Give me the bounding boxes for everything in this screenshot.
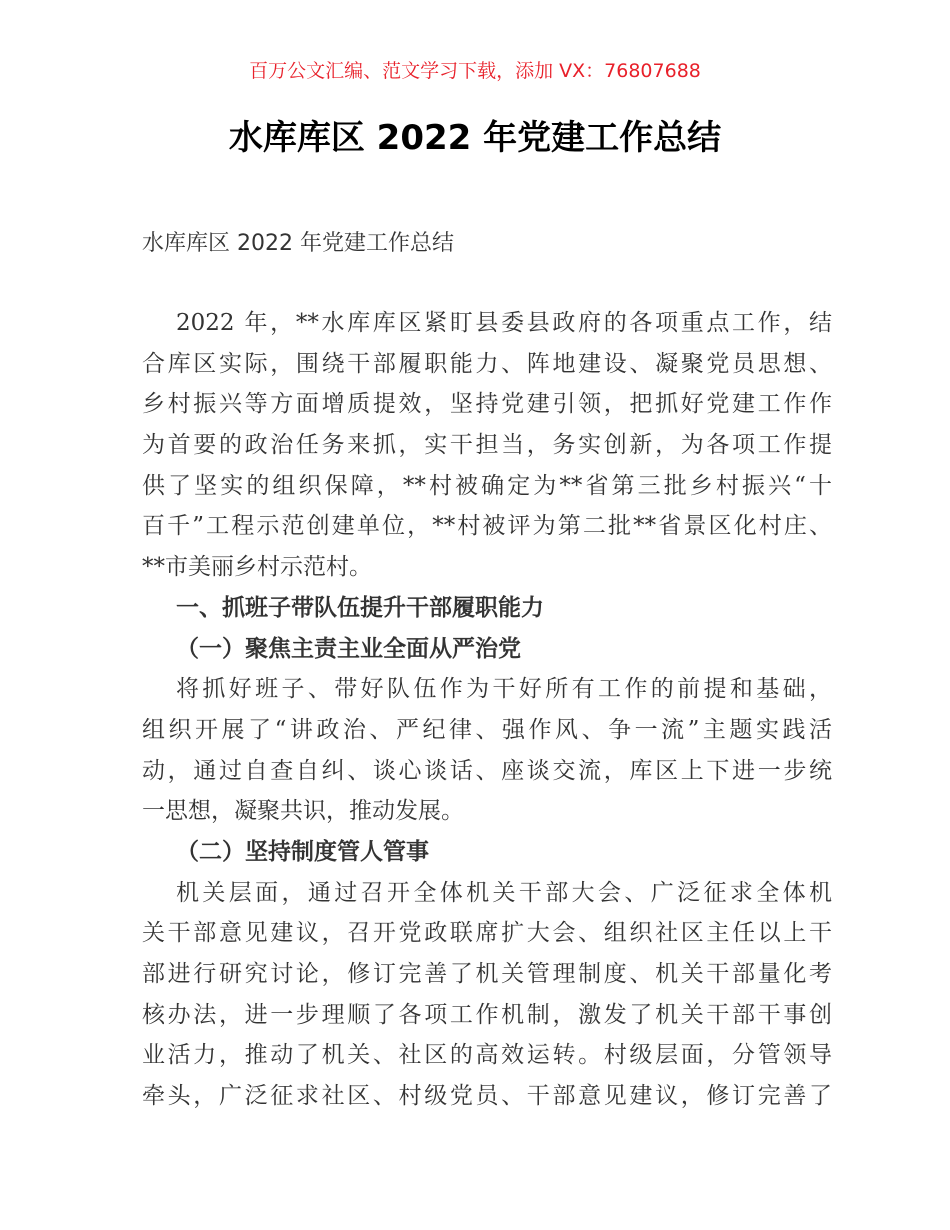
document-title: 水库库区 2022 年党建工作总结 <box>228 118 722 158</box>
paragraph-line: 一思想，凝聚共识，推动发展。 <box>142 798 464 825</box>
paragraph-line: 机关层面，通过召开全体机关干部大会、广泛征求全体机 <box>176 879 832 906</box>
document-body <box>142 303 832 1117</box>
paragraph-line: 核办法，进一步理顺了各项工作机制，激发了机关干部干事创 <box>142 1001 832 1028</box>
paragraph-line: 百千”工程示范创建单位，**村被评为第二批**省景区化村庄、 <box>142 513 832 540</box>
paragraph-line: 业活力，推动了机关、社区的高效运转。村级层面，分管领导 <box>142 1042 832 1069</box>
paragraph-line: 合库区实际，围绕干部履职能力、阵地建设、凝聚党员思想、 <box>142 350 832 377</box>
paragraph-line: 组织开展了“讲政治、严纪律、强作风、争一流”主题实践活 <box>142 716 832 743</box>
paragraph-line: 部进行研究讨论，修订完善了机关管理制度、机关干部量化考 <box>142 961 832 987</box>
watermark-banner: 百万公文汇编、范文学习下载，添加 VX：76807688 <box>249 60 701 82</box>
paragraph-line: 牵头，广泛征求社区、村级党员、干部意见建议，修订完善了 <box>142 1083 832 1110</box>
section-heading: 一、抓班子带队伍提升干部履职能力 <box>176 594 544 621</box>
paragraph-line: 动，通过自查自纠、谈心谈话、座谈交流，库区上下进一步统 <box>142 757 832 784</box>
paragraph-line: 关干部意见建议，召开党政联席扩大会、组织社区主任以上干 <box>142 920 832 947</box>
paragraph-line: **市美丽乡村示范村。 <box>142 554 372 581</box>
section-heading: （一）聚焦主责主业全面从严治党 <box>176 635 521 662</box>
paragraph-line: 供了坚实的组织保障，**村被确定为**省第三批乡村振兴“十 <box>142 472 832 499</box>
section-heading: （二）坚持制度管人管事 <box>176 838 429 865</box>
paragraph-line: 为首要的政治任务来抓，实干担当，务实创新，为各项工作提 <box>142 432 832 459</box>
document-subtitle: 水库库区 2022 年党建工作总结 <box>142 231 454 256</box>
paragraph-line: 2022 年，**水库库区紧盯县委县政府的各项重点工作，结 <box>176 310 832 336</box>
paragraph-line: 乡村振兴等方面增质提效，坚持党建引领，把抓好党建工作作 <box>142 391 832 418</box>
paragraph-line: 将抓好班子、带好队伍作为干好所有工作的前提和基础， <box>176 676 832 703</box>
